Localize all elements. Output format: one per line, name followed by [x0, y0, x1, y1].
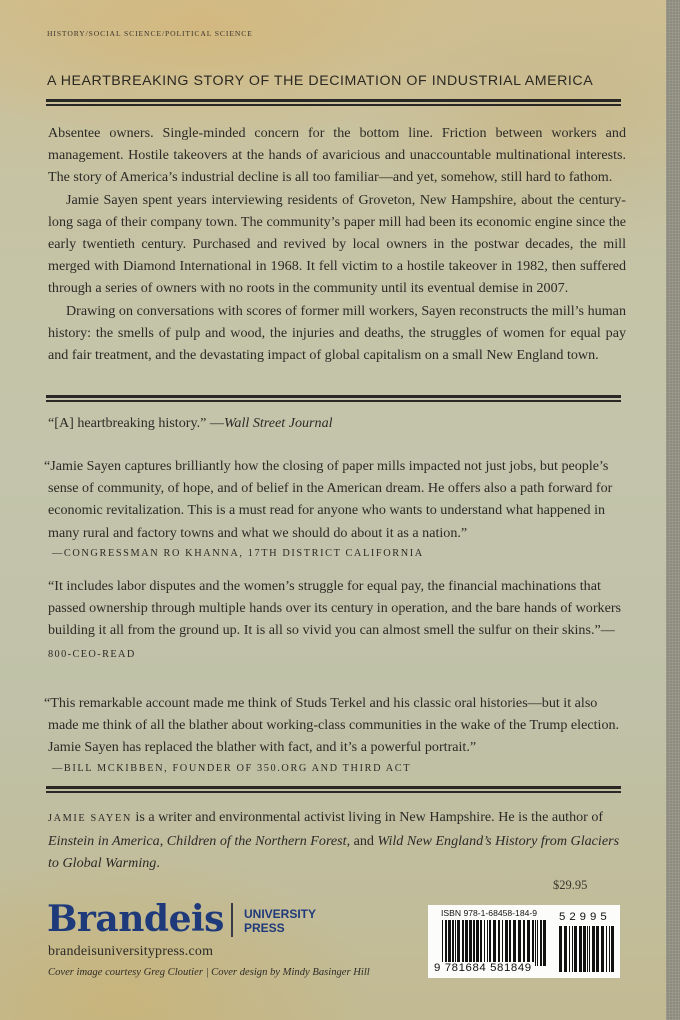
blurb-source: —CONGRESSMAN RO KHANNA, 17TH DISTRICT CALIFORNIA	[52, 547, 424, 559]
barcode-bar	[493, 920, 496, 966]
barcode-bar	[476, 920, 479, 966]
barcode-bar	[569, 926, 570, 972]
bio-separator: ,	[159, 833, 167, 850]
book-title: Children of the Northern Forest,	[166, 833, 351, 850]
barcode-bar	[527, 920, 530, 966]
barcode-bar	[589, 926, 590, 972]
blurb-800-ceo-read	[48, 575, 626, 666]
publisher-website-link[interactable]: brandeisuniversitypress.com	[48, 944, 214, 959]
barcode-bar	[473, 920, 475, 966]
barcode-bar	[574, 926, 577, 972]
barcode-bar	[469, 920, 472, 966]
barcode-bar	[592, 926, 595, 972]
double-rule-divider	[46, 99, 621, 106]
barcode-bar	[583, 926, 586, 972]
blurb-text: “[A] heartbreaking history.” —	[48, 415, 224, 431]
blurb-text: “It includes labor disputes and the women’s struggle for equal pay, the financial machinations that passed ownership through multiple hands over its century in operation, and the bare hands of workers building it all from the ground up. It is all so vivid you can almost smell the sulfur on their skins.”—	[48, 578, 622, 639]
barcode-bar	[498, 920, 500, 966]
barcode-bar	[513, 920, 516, 966]
book-title: Wild New England’s History from Glaciers to Global Warming	[48, 833, 620, 872]
tagline-heading: A HEARTBREAKING STORY OF THE DECIMATION OF INDUSTRIAL AMERICA	[47, 73, 594, 89]
barcode-bar	[596, 926, 599, 972]
barcode-bar	[587, 926, 588, 972]
barcode-bar	[540, 920, 542, 966]
ean-barcode-bars	[442, 920, 546, 966]
publisher-subline	[244, 907, 316, 935]
barcode-bar	[489, 920, 491, 966]
blurb-khanna	[44, 455, 626, 565]
bio-separator: and	[350, 833, 378, 850]
barcode-bar	[523, 920, 525, 966]
barcode-bar	[484, 920, 485, 966]
barcode-bar	[502, 920, 503, 966]
barcode-bar	[518, 920, 521, 966]
publisher-wordmark: Brandeis	[47, 898, 224, 940]
addon-barcode-bars	[559, 926, 615, 972]
double-rule-divider	[46, 786, 621, 793]
barcode-bar	[442, 920, 443, 966]
bio-end: .	[156, 855, 160, 872]
barcode-bar	[509, 920, 511, 966]
barcode-bar	[543, 920, 546, 966]
blurb-text: “Jamie Sayen captures brilliantly how the closing of paper mills impacted not just jobs, but people’s sense of community, of hope, and of belief in the American dream. He offers also a path forward for economic revitalization. This is a must read for anyone who wants to understand what happened in many rural and factory towns and what we should do about it as a nation.”	[44, 458, 613, 541]
barcode-bar	[457, 920, 460, 966]
barcode-bar	[480, 920, 482, 966]
barcode-bar	[462, 920, 464, 966]
author-bio	[48, 806, 626, 875]
barcode-bar	[564, 926, 567, 972]
description-paragraph: Drawing on conversations with scores of former mill workers, Sayen reconstructs the mill’s human history: the smells of pulp and wood, the injuries and deaths, the struggles of women for equal pay and fair treatment, and the devastating impact of global capitalism on a small New England town.	[48, 302, 626, 364]
barcode-bar	[505, 920, 508, 966]
barcode-bar	[535, 920, 536, 966]
barcode-bar	[559, 926, 562, 972]
barcode-bar	[532, 920, 534, 966]
book-description	[48, 122, 626, 366]
book-title: Einstein in America	[48, 833, 160, 850]
publisher-subline-2: PRESS	[244, 921, 285, 935]
price-label: $29.95	[553, 878, 588, 892]
publisher-subline-1: UNIVERSITY	[244, 907, 317, 921]
logo-divider	[231, 903, 233, 937]
barcode-bar	[601, 926, 604, 972]
description-paragraph: Absentee owners. Single-minded concern for the bottom line. Friction between workers and management. Hostile takeovers at the hands of avaricious and unaccountable multinational interests. The story of America’s industrial decline is all too familiar—and yet, somehow, still hard to fathom.	[48, 125, 626, 186]
blurb-source: 800-CEO-READ	[48, 648, 136, 660]
double-rule-divider	[46, 395, 621, 402]
barcode-bar	[537, 920, 538, 966]
barcode-bar	[609, 926, 610, 972]
ean-digits: 9 781684 581849	[434, 962, 532, 974]
cover-credits: Cover image courtesy Greg Cloutier | Cover design by Mindy Basinger Hill	[48, 967, 370, 978]
bio-text: is a writer and environmental activist living in New Hampshire. He is the author of	[131, 809, 604, 825]
barcode-bar	[579, 926, 582, 972]
blurb-source: Wall Street Journal	[223, 415, 333, 431]
barcode-bar	[606, 926, 607, 972]
blurb-text: “This remarkable account made me think of Studs Terkel and his classic oral histories—but it also made me think of all the blather about working-class communities in the wake of the Trump election. Jamie Sayen has replaced the blather with fact, and it’s a powerful portrait.”	[44, 695, 620, 756]
book-spine-edge	[666, 0, 680, 1020]
barcode-bar	[455, 920, 456, 966]
blurb-mckibben	[44, 692, 626, 780]
description-paragraph: Jamie Sayen spent years interviewing residents of Groveton, New Hampshire, about the century-long saga of their company town. The community’s paper mill had been its economic engine since the early twentieth century. Purchased and revived by local owners in the postwar decades, the mill merged with Diamond International in 1968. It fell victim to a hostile takeover in 1982, then suffered through a series of owners with no roots in the community until its eventual demise in 2007.	[48, 191, 626, 297]
blurb-wsj	[48, 412, 626, 434]
barcode-bar	[445, 920, 447, 966]
isbn-label: ISBN 978-1-68458-184-9	[441, 908, 538, 918]
barcode-bar	[611, 926, 614, 972]
barcode-bar	[465, 920, 468, 966]
barcode-bar	[448, 920, 451, 966]
author-name: JAMIE SAYEN	[48, 813, 132, 824]
blurb-source: —BILL MCKIBBEN, FOUNDER OF 350.ORG AND THIRD ACT	[52, 762, 412, 774]
barcode-bar	[487, 920, 488, 966]
category-label: HISTORY/SOCIAL SCIENCE/POLITICAL SCIENCE	[47, 29, 253, 38]
barcode-bar	[572, 926, 573, 972]
addon-digits: 52995	[559, 911, 611, 923]
barcode-bar	[452, 920, 454, 966]
isbn-barcode	[428, 905, 620, 978]
